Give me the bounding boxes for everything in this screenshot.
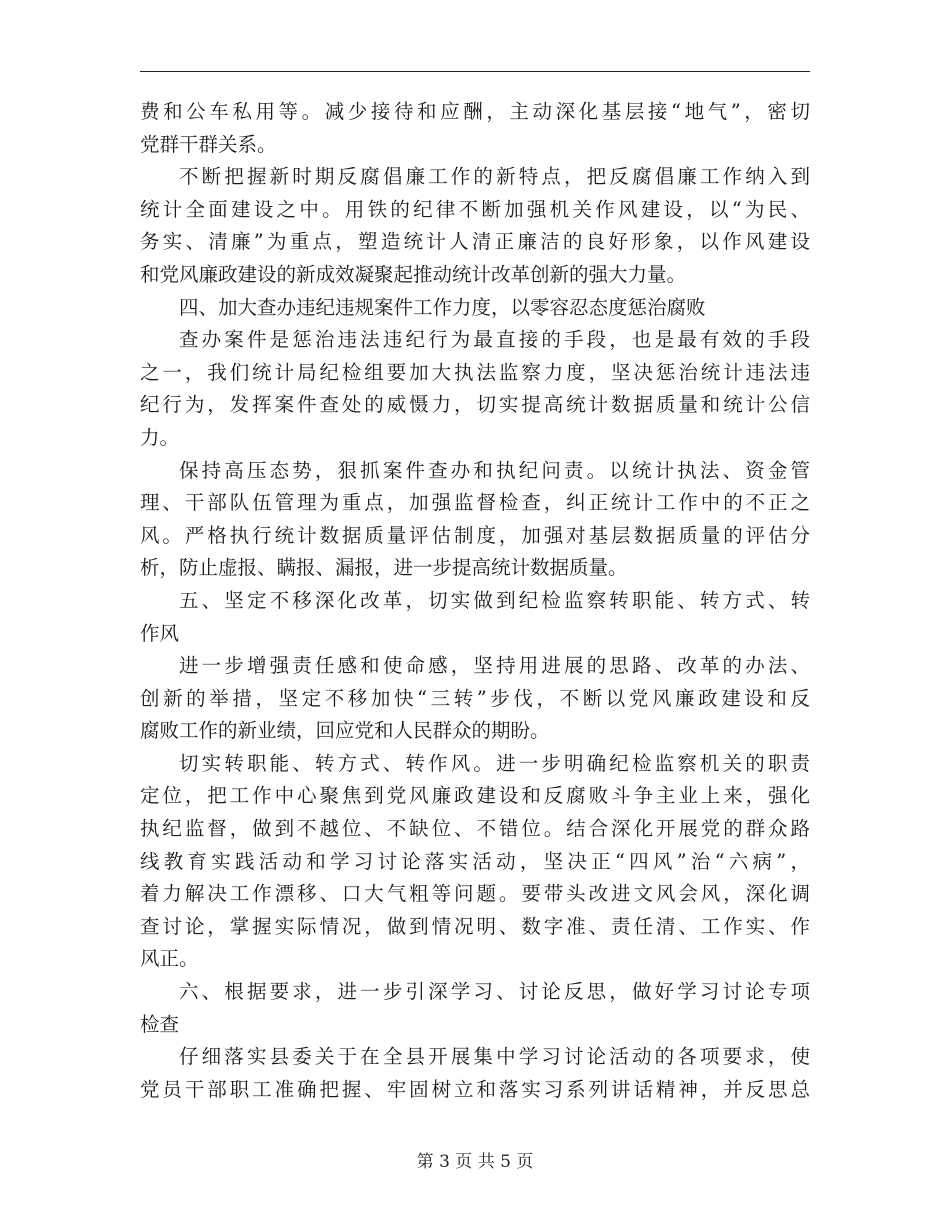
text-line: 四、加大查办违纪违规案件工作力度，以零容忍态度惩治腐败 [179,295,706,319]
text-line: 进一步增强责任感和使命感，坚持用进展的思路、改革的办法、 [179,654,810,678]
text-line: 之一，我们统计局纪检组要加大执法监察力度，坚决惩治统计违法违 [140,360,810,384]
page-number: 第 3 页 共 5 页 [416,1152,534,1172]
text-line: 统计全面建设之中。用铁的纪律不断加强机关作风建设，以“为民、 [140,197,810,221]
text-line: 党群干群关系。 [140,132,277,156]
text-line: 查讨论，掌握实际情况，做到情况明、数字准、责任清、工作实、作 [140,914,810,938]
text-line: 检查 [140,1012,180,1036]
text-line: 五、坚定不移深化改革，切实做到纪检监察转职能、转方式、转 [179,588,810,612]
text-line: 风正。 [140,947,199,971]
text-line: 不断把握新时期反腐倡廉工作的新特点，把反腐倡廉工作纳入到 [179,165,810,189]
text-line: 仔细落实县委关于在全县开展集中学习讨论活动的各项要求，使 [179,1045,810,1069]
text-line: 着力解决工作漂移、口大气粗等问题。要带头改进文风会风，深化调 [140,882,810,906]
text-line: 查办案件是惩治违法违纪行为最直接的手段，也是最有效的手段 [179,328,810,352]
text-line: 切实转职能、转方式、转作风。进一步明确纪检监察机关的职责 [179,751,810,775]
text-line: 风。严格执行统计数据质量评估制度，加强对基层数据质量的评估分 [140,523,810,547]
text-line: 力。 [140,425,180,449]
text-line: 执纪监督，做到不越位、不缺位、不错位。结合深化开展党的群众路 [140,817,810,841]
text-line: 纪行为，发挥案件查处的威慑力，切实提高统计数据质量和统计公信 [140,393,810,417]
text-line: 腐败工作的新业绩，回应党和人民群众的期盼。 [140,719,550,743]
text-line: 定位，把工作中心聚焦到党风廉政建设和反腐败斗争主业上来，强化 [140,784,810,808]
text-line: 和党风廉政建设的新成效凝聚起推动统计改革创新的强大力量。 [140,262,687,286]
text-line: 线教育实践活动和学习讨论落实活动，坚决正“四风”治“六病”， [140,849,810,873]
text-line: 作风 [140,621,180,645]
text-line: 保持高压态势，狠抓案件查办和执纪问责。以统计执法、资金管 [179,458,810,482]
text-line: 费和公车私用等。减少接待和应酬，主动深化基层接“地气”，密切 [140,100,810,123]
header-rule [140,71,810,72]
document-body [140,96,810,1106]
text-line: 理、干部队伍管理为重点，加强监督检查，纠正统计工作中的不正之 [140,491,810,515]
text-line: 析，防止虚报、瞒报、漏报，进一步提高统计数据质量。 [140,556,628,580]
text-line: 党员干部职工准确把握、牢固树立和落实习系列讲话精神，并反思总 [140,1077,810,1101]
text-line: 创新的举措，坚定不移加快“三转”步伐，不断以党风廉政建设和反 [140,686,810,710]
text-line: 六、根据要求，进一步引深学习、讨论反思，做好学习讨论专项 [179,980,810,1004]
text-line: 务实、清廉”为重点，塑造统计人清正廉洁的良好形象，以作风建设 [140,230,810,254]
